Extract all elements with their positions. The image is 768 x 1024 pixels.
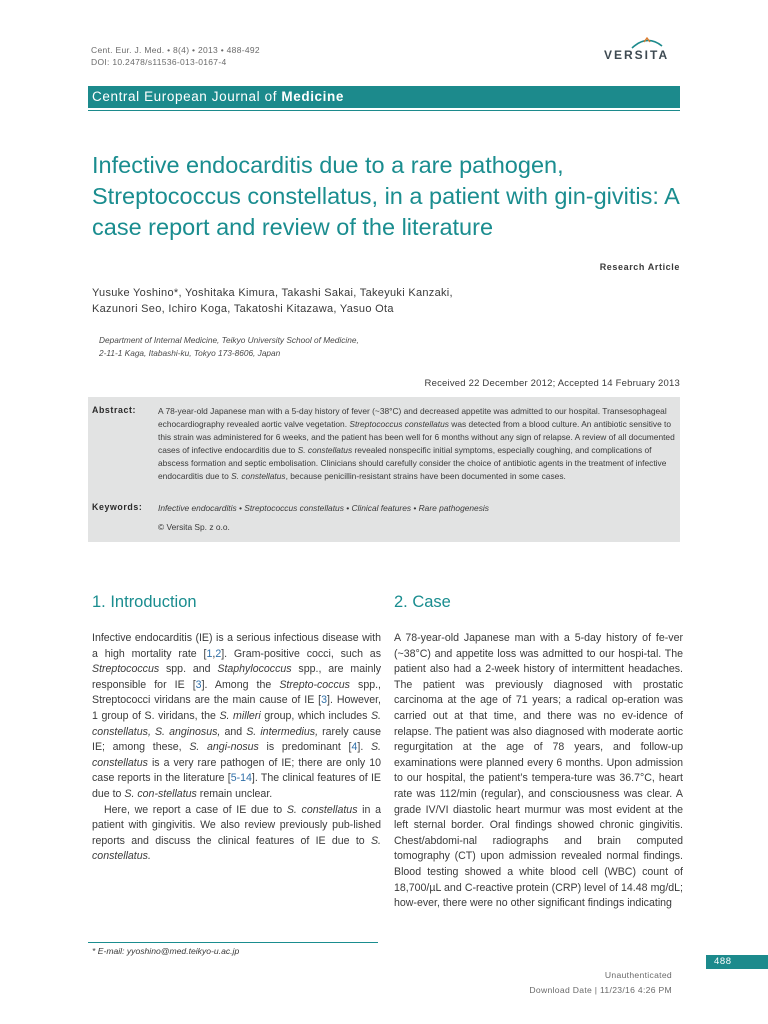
author-list xyxy=(92,285,652,317)
keywords: Infective endocarditis • Streptococcus constellatus • Clinical features • Rare pathogenesis xyxy=(158,503,489,513)
logo-text: VERSITA xyxy=(604,48,670,62)
intro-paragraph-1: Infective endocarditis (IE) is a serious infectious disease with a high mortality rate [1,2]. Gram-positive cocci, such as Streptococcus spp. and Staphylococcus spp., are mainly responsible for IE [3]. Among the Strepto-coccus spp., Streptococci viridans are the main cause of IE [3]. However, 1 group of S. viridans, the S. milleri group, which includes S. constellatus, S. anginosus, and S. intermedius, rarely cause IE; among these, S. angi-nosus is predominant [4]. S. constellatus is a very rare pathogen of IE; there are only 10 case reports in the literature [5-14]. The clinical features of IE due to S. con-stellatus remain unclear. xyxy=(92,632,381,800)
citation-block xyxy=(91,44,260,68)
case-heading: 2. Case xyxy=(394,593,451,611)
corresponding-email: * E-mail: yyoshino@med.teikyo-u.ac.jp xyxy=(92,946,240,956)
copyright: © Versita Sp. z o.o. xyxy=(158,522,230,532)
reference-link[interactable]: 1 xyxy=(206,647,213,660)
received-accepted-dates: Received 22 December 2012; Accepted 14 February 2013 xyxy=(424,378,680,389)
unauthenticated-note: Unauthenticated xyxy=(604,970,672,980)
page-number: 488 xyxy=(714,956,732,967)
authors-line-1: Yusuke Yoshino*, Yoshitaka Kimura, Takashi Sakai, Takeyuki Kanzaki, xyxy=(92,287,453,299)
reference-link[interactable]: 3 xyxy=(195,678,202,691)
journal-banner xyxy=(88,86,680,108)
case-body xyxy=(394,631,683,912)
reference-link[interactable]: 4 xyxy=(351,741,358,754)
abstract-label: Abstract: xyxy=(92,405,137,415)
reference-link[interactable]: 2 xyxy=(215,647,222,660)
keywords-label: Keywords: xyxy=(92,502,143,512)
footnote-rule xyxy=(88,942,378,943)
page-number-tab xyxy=(706,955,768,969)
reference-link[interactable]: 3 xyxy=(321,694,328,707)
intro-paragraph-2: Here, we report a case of IE due to S. constellatus in a patient with gingivitis. We also review previously pub-lished reports and discuss the clinical features of IE due to S. constellatus. xyxy=(92,803,381,863)
affiliation xyxy=(99,334,599,359)
affiliation-line-2: 2-11-1 Kaga, Itabashi-ku, Tokyo 173-8606, Japan xyxy=(99,347,281,358)
affiliation-line-1: Department of Internal Medicine, Teikyo University School of Medicine, xyxy=(99,335,359,345)
reference-link[interactable]: 5-14 xyxy=(230,772,252,785)
citation-line-1: Cent. Eur. J. Med. • 8(4) • 2013 • 488-492 xyxy=(91,45,260,55)
abstract-text: A 78-year-old Japanese man with a 5-day history of fever (~38°C) and decreased appetite was admitted to our hospital. Transesophageal echocardiography revealed aortic valve vegetation. Streptococcus constellatus was detected from a blood culture. An antibiotic sensitive to this strain was administered for 6 weeks, and the patient has been well for 6 months without any sign of relapse. A review of all documented cases of infective endocarditis due to S. constellatus revealed nonspecific initial symptoms, especially coughing, and complications of abscess formation and septic embolisation. Clinicians should carefully consider the choice of antibiotic agents in the treatment of infective endocarditis due to S. constellatus, because penicillin-resistant strains have been documented in some cases. xyxy=(158,406,675,481)
case-paragraph: A 78-year-old Japanese man with a 5-day history of fe-ver (~38°C) and appetite loss was admitted to our hospi-tal. The patient also had a 2-week history of intermittent headaches. The patient was previously diagnosed with prostatic carcinoma at the age of 71 years; a radical op-eration was carried out at that time, and there was no ev-idence of relapse. The patient was also diagnosed with moderate aortic regurgitation at the age of 78 years, and follow-up examinations were planned every 6 months. Upon admission to our hospital, the patient’s tempera-ture was 36.7°C, heart rate was 112/min (regular), and consciousness was clear. A grade IV/VI diastolic heart murmur was most evident at the left sternal border. Oral findings showed chronic gingivitis. Chest/abdomi-nal radiographs and brain computed tomography (CT) upon admission revealed normal findings. Blood testing showed a white blood cell (WBC) count of 18,700/µL and C-reactive protein (CRP) level of 14.48 mg/dL; how-ever, there were no other significant findings indicating xyxy=(394,632,683,910)
introduction-heading: 1. Introduction xyxy=(92,593,197,611)
journal-title: Central European Journal of Medicine xyxy=(92,89,344,104)
journal-banner-rule xyxy=(88,110,680,111)
article-title: Infective endocarditis due to a rare pathogen, Streptococcus constellatus, in a patient with gin-givitis: A case report and review of the literature xyxy=(92,152,679,240)
authors-line-2: Kazunori Seo, Ichiro Koga, Takatoshi Kitazawa, Yasuo Ota xyxy=(92,303,394,315)
citation-line-2: DOI: 10.2478/s11536-013-0167-4 xyxy=(91,57,227,67)
introduction-body xyxy=(92,631,381,865)
versita-logo xyxy=(604,36,670,66)
article-type: Research Article xyxy=(599,262,680,272)
download-date: Download Date | 11/23/16 4:26 PM xyxy=(529,985,672,995)
